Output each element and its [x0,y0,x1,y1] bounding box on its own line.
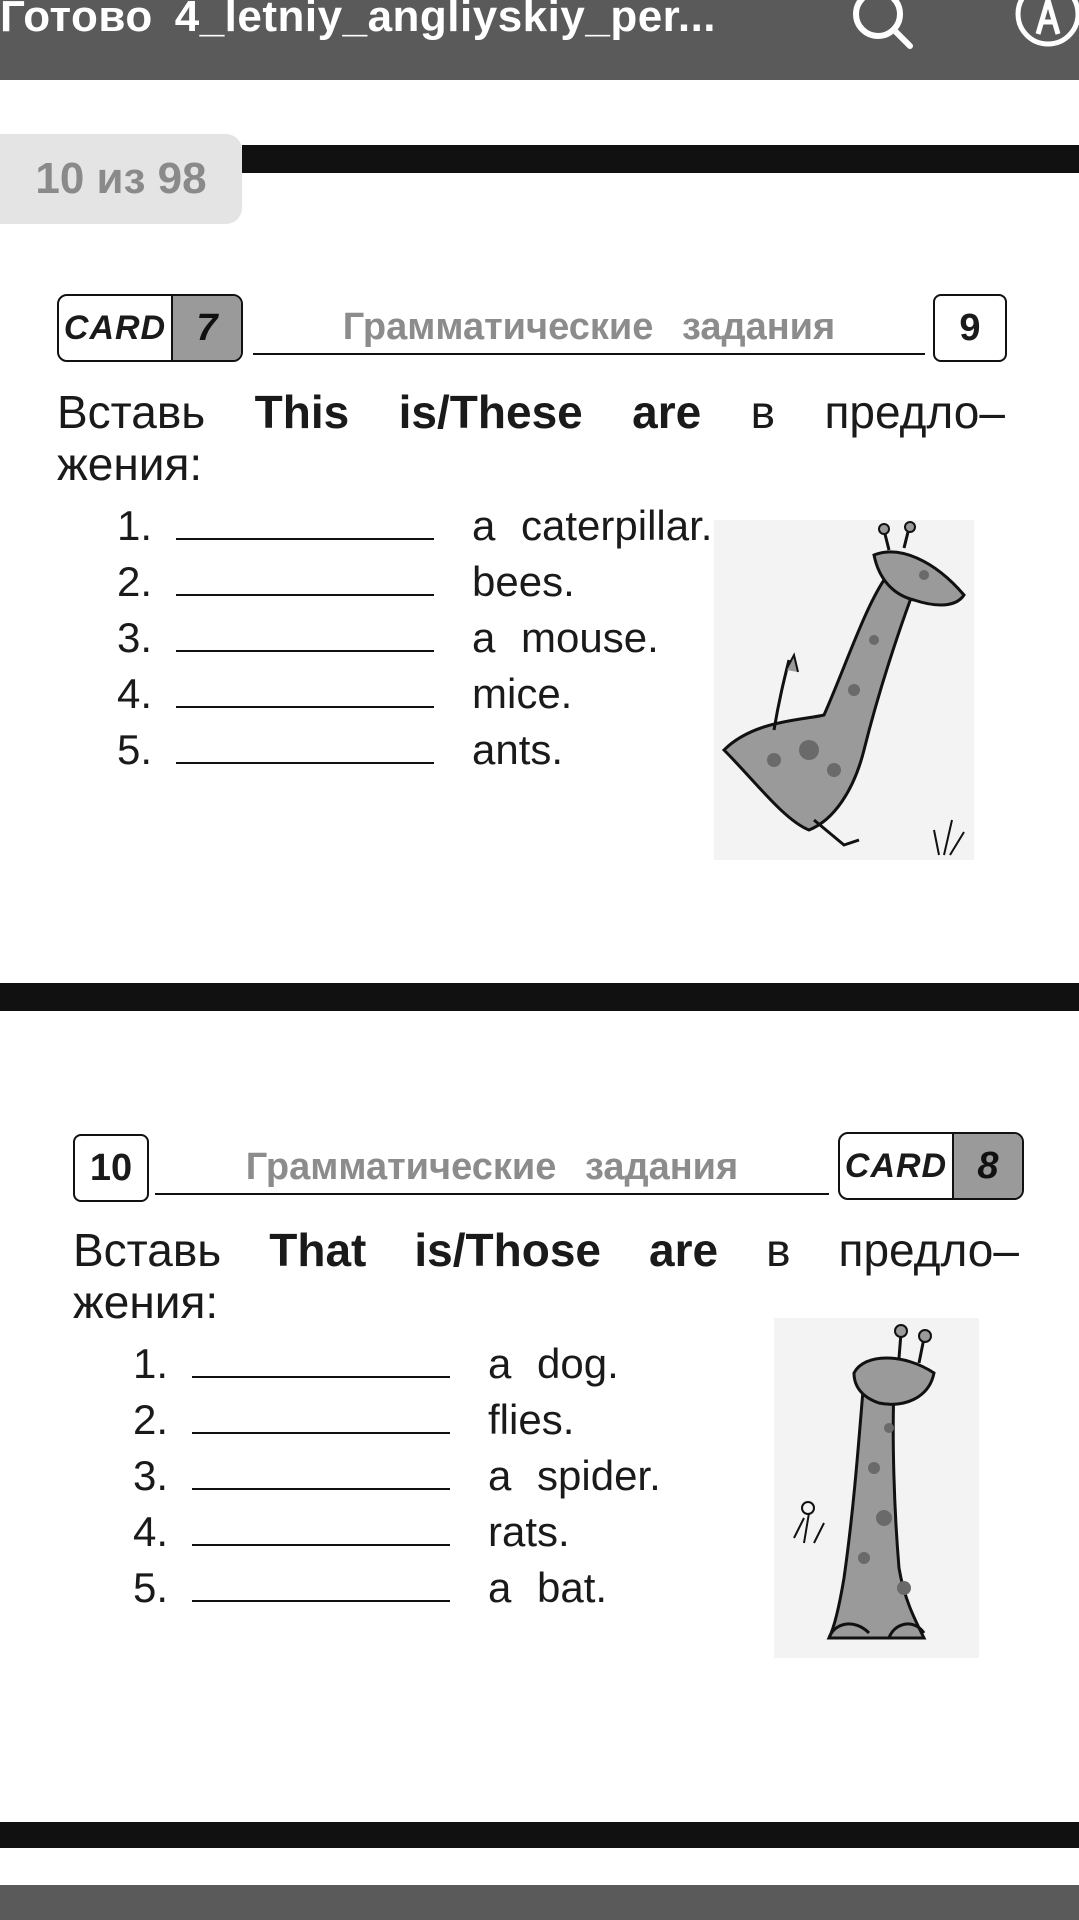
answer-blank[interactable] [176,502,434,540]
card-badge-2 [838,1132,1024,1200]
exercise-row [104,1508,570,1556]
exercise-number: 4. [132,1508,168,1555]
instruction-keyword: is/These [398,386,583,438]
page-divider-top [242,145,1079,173]
instruction-keyword: That [269,1224,367,1276]
page-number-box: 9 [933,294,1007,362]
markup-icon[interactable] [1012,0,1079,59]
card-number: 8 [952,1134,1022,1198]
instruction-keyword: are [649,1224,719,1276]
answer-blank[interactable] [176,614,434,652]
bottom-toolbar [0,1885,1079,1920]
answer-blank[interactable] [176,670,434,708]
card-word: CARD [63,308,167,347]
instruction-word: в [750,386,776,438]
exercise-number: 1. [116,502,152,549]
instruction-keyword: are [632,386,702,438]
exercise-number: 2. [132,1396,168,1443]
exercise-row [104,1564,607,1612]
answer-blank[interactable] [192,1452,450,1490]
instruction-line2: жения: [57,438,203,490]
exercise-row [88,558,575,606]
giraffe-illustration-1 [714,520,974,865]
exercise-number: 2. [116,558,152,605]
instruction-word: Вставь [57,386,206,438]
exercise-text: a caterpillar. [472,502,713,549]
exercise-text: a spider. [488,1452,661,1499]
exercise-text: flies. [488,1396,575,1443]
section-title: Грамматические задания [155,1146,829,1195]
giraffe-illustration-2 [774,1318,979,1663]
instruction-word: Вставь [73,1224,222,1276]
exercise-number: 3. [116,614,152,661]
card-number: 7 [171,296,241,360]
exercise-text: a mouse. [472,614,659,661]
instruction-word: в [766,1224,791,1276]
exercise-row [88,726,563,774]
exercise-text: a dog. [488,1340,619,1387]
exercise-row [104,1340,619,1388]
card-word: CARD [844,1146,948,1185]
exercise-row [88,670,572,718]
instruction-2 [73,1224,1019,1328]
instruction-1 [57,386,1005,490]
exercise-row [104,1452,661,1500]
exercise-text: a bat. [488,1564,608,1611]
section-title: Грамматические задания [253,306,925,355]
exercise-text: bees. [472,558,575,605]
file-title: 4_letniy_angliyskiy_per... [174,0,717,41]
answer-blank[interactable] [192,1508,450,1546]
card-badge-1 [57,294,243,362]
exercise-text: rats. [488,1508,570,1555]
exercise-text: ants. [472,726,564,773]
exercise-number: 3. [132,1452,168,1499]
page-counter: 10 из 98 [0,134,242,224]
answer-blank[interactable] [176,558,434,596]
instruction-word: предло– [824,386,1005,438]
search-icon[interactable] [848,0,918,59]
exercise-row [88,502,712,550]
exercise-text: mice. [472,670,573,717]
instruction-keyword: This [254,386,350,438]
answer-blank[interactable] [192,1396,450,1434]
answer-blank[interactable] [192,1340,450,1378]
page-divider-middle [0,983,1079,1011]
done-button[interactable]: Готово [0,0,153,41]
exercise-row [104,1396,574,1444]
exercise-number: 5. [132,1564,168,1611]
exercise-number: 4. [116,670,152,717]
exercise-row [88,614,659,662]
exercise-number: 5. [116,726,152,773]
instruction-keyword: is/Those [414,1224,601,1276]
answer-blank[interactable] [176,726,434,764]
top-toolbar [0,0,1079,80]
page-number-box: 10 [73,1134,149,1202]
instruction-word: предло– [838,1224,1019,1276]
instruction-line2: жения: [73,1276,219,1328]
answer-blank[interactable] [192,1564,450,1602]
page-divider-bottom [0,1822,1079,1848]
exercise-number: 1. [132,1340,168,1387]
toolbar-title-row [0,0,716,42]
